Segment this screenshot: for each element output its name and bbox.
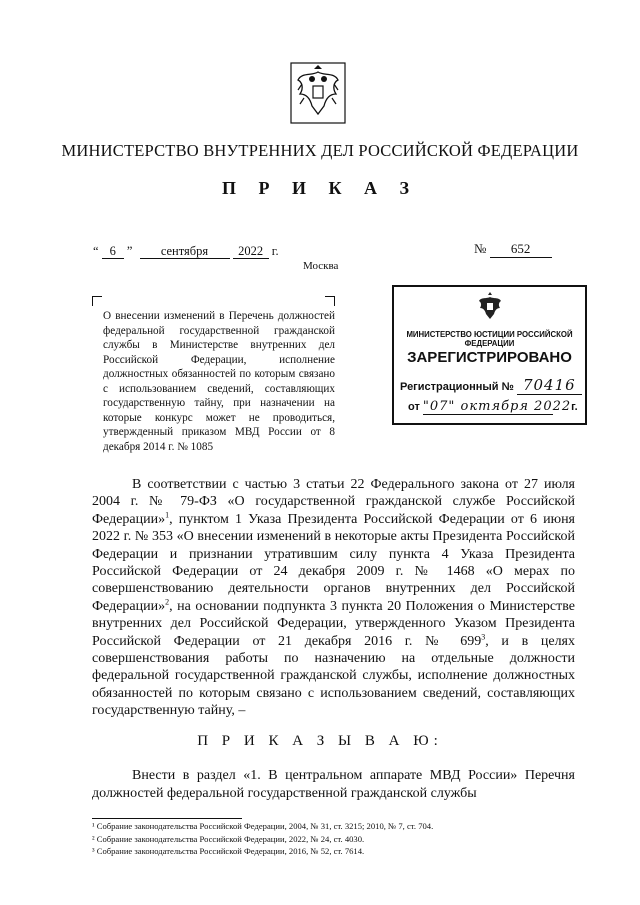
corner-top-left xyxy=(92,296,102,306)
footnote-ref-1: 1 xyxy=(165,510,170,520)
footnote-ref-2: 2 xyxy=(165,597,170,607)
preamble-paragraph xyxy=(92,476,575,720)
stamp-from-year: 22 xyxy=(552,399,572,414)
date-year-suffix: г. xyxy=(271,244,279,258)
stamp-from-suffix: г. xyxy=(571,401,578,413)
date-year: 2022 xyxy=(233,245,269,259)
stamp-date-line xyxy=(408,399,578,414)
directive-paragraph: Внести в раздел «1. В центральном аппарате МВД России» Перечня должностей федеральной государственной гражданской службы xyxy=(92,768,575,801)
order-number xyxy=(474,241,552,258)
footnote-divider xyxy=(92,818,242,819)
footnotes xyxy=(92,820,433,858)
footnote-1: ¹ Собрание законодательства Российской Федерации, 2004, № 31, ст. 3215; 2010, № 7, ст. 704. xyxy=(92,821,434,831)
date-month: сентября xyxy=(140,245,230,259)
preamble-part-1: В соответствии с частью 3 статьи 22 Федерального закона от 27 июля 2004 г. № 79-ФЗ «О государственной гражданской службе Российской Федерации» xyxy=(92,477,575,527)
footnote-3: ³ Собрание законодательства Российской Федерации, 2016, № 52, ст. 7614. xyxy=(92,846,365,856)
coat-of-arms-icon xyxy=(290,62,346,124)
stamp-reg-line xyxy=(400,376,582,394)
document-type: П Р И К А З xyxy=(221,178,419,198)
registration-stamp xyxy=(392,285,587,425)
stamp-from-date: "07" октября 20 xyxy=(422,399,553,414)
stamp-reg-number: 70416 xyxy=(517,376,582,395)
stamp-ministry: МИНИСТЕРСТВО ЮСТИЦИИ РОССИЙСКОЙ ФЕДЕРАЦИИ xyxy=(406,330,573,348)
preamble-part-3: , на основании подпункта 3 пункта 20 Положения о Министерстве внутренних дел Российской Федерации, утвержденного Указом Президента Российской Федерации от 21 декабря 2016 г. № 699 xyxy=(92,598,575,649)
footnote-2: ² Собрание законодательства Российской Федерации, 2022, № 24, ст. 4030. xyxy=(92,833,365,844)
city: Москва xyxy=(303,260,339,272)
order-title: О внесении изменений в Перечень должностей федеральной государственной гражданской службы в Министерстве внутренних дел Российской Федерации, исполнение должностных обязанностей по которым связано с использованием сведений, составляющих государственную тайну, при назначении на которые конкурс может не проводиться, утвержденный приказом МВД России от 8 декабря 2014 г. № 1085 xyxy=(103,310,335,453)
footnote-ref-3: 3 xyxy=(481,632,486,641)
preamble-part-2: , пунктом 1 Указа Президента Российской Федерации от 6 июня 2022 г. № 353 «О внесении изменений в некоторые акты Президента Российской Федерации и признании утратившим силу пункта 4 Указа Президента Российской Федерации от 24 декабря 2009 г. № 1468 «О мерах по совершенствованию деятельности органов внутренних дел Российской Федерации» xyxy=(92,511,575,614)
stamp-reg-label: Регистрационный № xyxy=(400,381,514,393)
stamp-status: ЗАРЕГИСТРИРОВАНО xyxy=(407,349,572,366)
order-date xyxy=(93,244,279,259)
close-quote: ” xyxy=(126,244,133,258)
corner-top-right xyxy=(325,296,335,306)
ministry-name: МИНИСТЕРСТВО ВНУТРЕННИХ ДЕЛ РОССИЙСКОЙ ФЕДЕРАЦИИ xyxy=(61,141,579,160)
stamp-from-label: от xyxy=(408,401,420,413)
stamp-emblem-icon xyxy=(475,291,505,323)
date-day: 6 xyxy=(102,245,124,259)
preamble-part-4: , и в целях совершенствования работы по назначению на отдельные должности федеральной государственной гражданской службы, исполнение должностных обязанностей по которым связано с использованием сведений, составляющих государственную тайну, – xyxy=(92,633,575,719)
prikazyvayu-heading: П Р И К А З Ы В А Ю: xyxy=(197,733,443,749)
open-quote: “ xyxy=(93,244,99,258)
number-label: № xyxy=(474,241,487,256)
number-value: 652 xyxy=(490,241,552,258)
